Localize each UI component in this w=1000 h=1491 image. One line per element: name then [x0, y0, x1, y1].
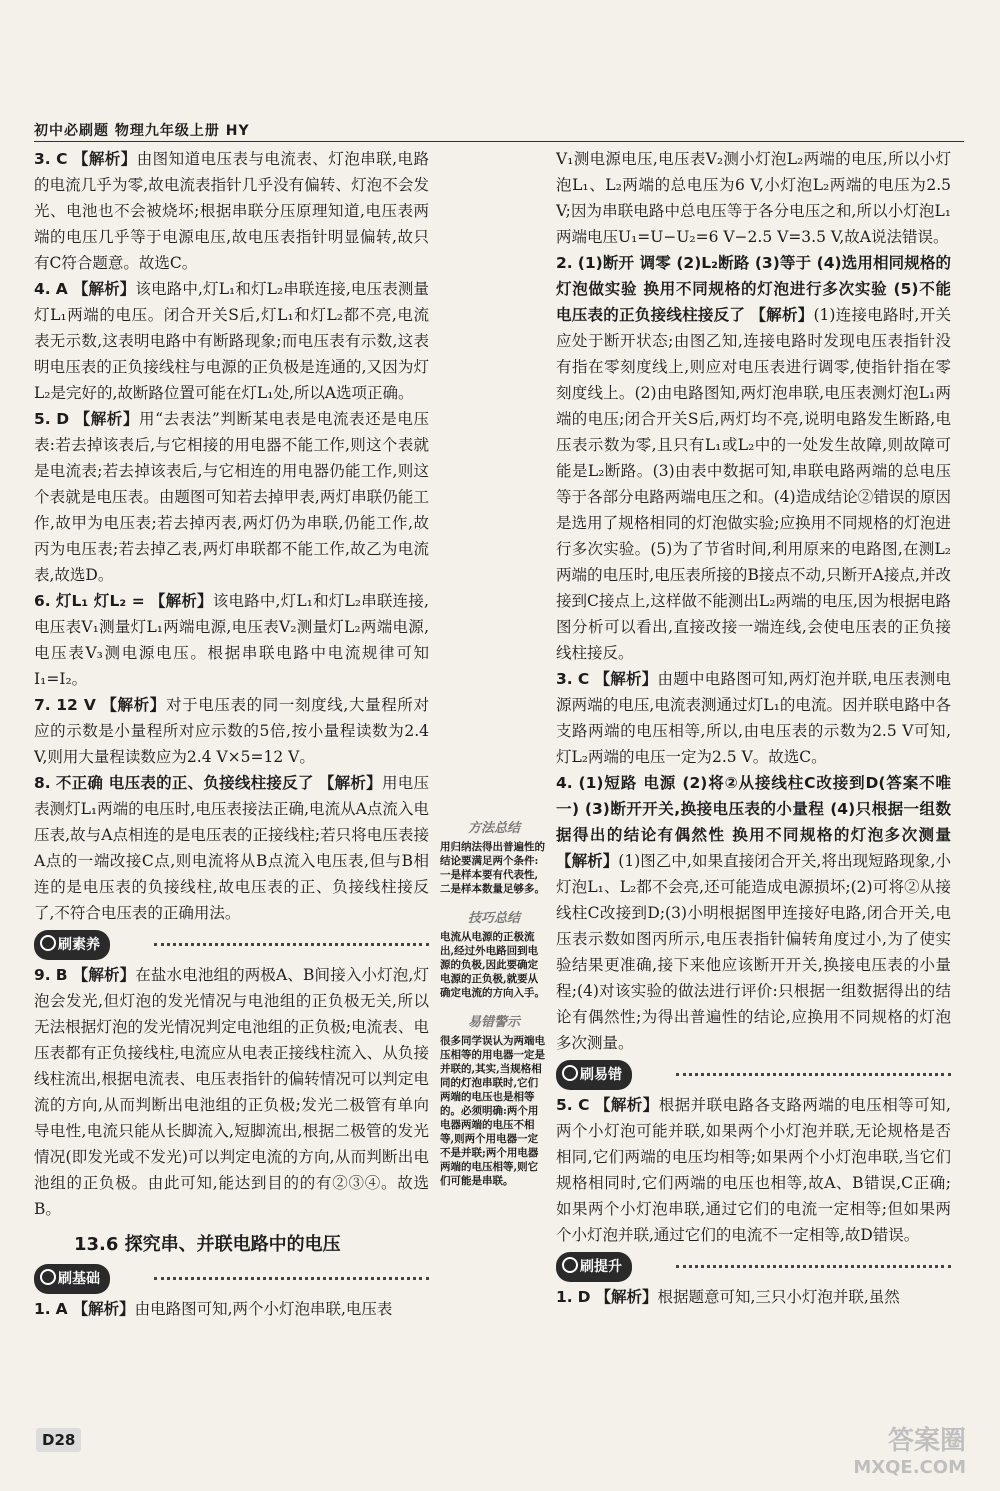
header-rule: [34, 141, 964, 142]
answer-key: (1)短路 电源 (2)将②从接线柱C改接到D(答案不唯一) (3)断开开关,换接电压表的小量程 (4)只根据一组数据得出的结论有偶然性 换用不同规格的灯泡多次测量: [556, 774, 951, 844]
answer-number: 8.: [34, 774, 51, 792]
analysis-tag: 【解析】: [556, 852, 619, 870]
answer-number: 6.: [34, 592, 51, 610]
right-column: [556, 146, 951, 1310]
answer-item: [556, 666, 951, 770]
answer-number: 2.: [556, 254, 573, 272]
analysis-tag: 【解析】: [72, 280, 136, 298]
answer-key: D: [577, 1288, 591, 1306]
sidebar-text: 用归纳法得出普遍性的结论要满足两个条件:一是样本要有代表性,二是样本数量足够多。: [440, 841, 545, 895]
answer-number: 3.: [34, 150, 51, 168]
sidebar-title: 技巧总结: [467, 911, 520, 926]
analysis-tag: 【解析】: [72, 150, 137, 168]
answer-key: B: [55, 966, 68, 984]
analysis-tag: 【解析】: [595, 1288, 658, 1306]
watermark: [786, 1420, 966, 1478]
answer-item: [34, 692, 429, 770]
section-badge: 刷易错: [556, 1060, 632, 1090]
analysis-tag: 【解析】: [74, 410, 139, 428]
answer-text: 由题中电路图可知,两灯泡并联,电压表测电源两端的电压,电流表测通过灯L₁的电流。因并联电路中各支路两端的电压相等,所以,由电压表的示数为2.5 V可知,灯L₂两端的电压一定为2.5 V。故选C。: [556, 670, 951, 766]
answer-key: A: [55, 1300, 68, 1318]
answer-text: 由图知道电压表与电流表、灯泡串联,电路的电流几乎为零,故电流表指针几乎没有偏转、灯泡不会发光、电池也不会被烧坏;根据串联分压原理知道,电压表两端的电压几乎等于电源电压,故电压表指针明显偏转,故只有C符合题意。故选C。: [34, 150, 429, 272]
answer-item: [34, 1296, 429, 1322]
answer-text: 根据题意可知,三只小灯泡并联,虽然: [657, 1288, 900, 1306]
answer-item: [556, 1092, 951, 1248]
answer-number: 5.: [556, 1096, 573, 1114]
answer-number: 9.: [34, 966, 51, 984]
answer-key: 灯L₁ 灯L₂ =: [55, 592, 145, 610]
watermark-line: 答案圈: [887, 1426, 966, 1456]
answer-key: C: [578, 1096, 590, 1114]
answer-item: [34, 146, 429, 276]
answer-number: 4.: [34, 280, 51, 298]
section-jichu: [34, 1264, 429, 1292]
section-title: 13.6 探究串、并联电路中的电压: [74, 1234, 341, 1255]
page-number: D28: [36, 1428, 81, 1452]
answer-item: [556, 1284, 951, 1310]
answer-item: [34, 588, 429, 692]
answer-text: 该电路中,灯L₁和灯L₂串联连接,电压表V₁测量灯L₁两端电源,电压表V₂测量灯L₂两端电源,电压表V₃测电源电压。根据串联电路中电流规律可知I₁=I₂。: [34, 592, 429, 688]
analysis-tag: 【解析】: [594, 1096, 659, 1114]
left-column: [34, 146, 429, 1322]
answer-text: 用“去表法”判断某电表是电流表还是电压表:若去掉该表后,与它相接的用电器不能工作,则这个表就是电流表;若去掉该表后,与它相连的用电器仍能工作,则这个表就是电压表。由题图可知若去掉甲表,两灯串联仍能工作,故甲为电压表;若去掉丙表,两灯仍为串联,仍能工作,故丙为电压表;若去掉乙表,两灯串联都不能工作,故乙为电流表,故选D。: [34, 410, 429, 584]
answer-number: 1.: [556, 1288, 573, 1306]
section-tisheng: [556, 1252, 951, 1280]
answer-item: [34, 276, 429, 406]
answer-key: A: [55, 280, 68, 298]
answer-item: [556, 770, 951, 1056]
answer-key: C: [56, 150, 68, 168]
section-badge: 刷素养: [34, 930, 110, 960]
answer-text: 在盐水电池组的两极A、B间接入小灯泡,灯泡会发光,但灯泡的发光情况与电池组的正负极无关,所以无法根据灯泡的发光情况判定电池组的正负极;电流表、电压表都有正负接线柱,电流应从电表正接线柱流入、从负接线柱流出,根据电流表、电压表指针的偏转情况可以判定电流的方向,从而判断出电池组的正负极;发光二极管有单向导电性,电流只能从长脚流入,短脚流出,根据二极管的发光情况(即发光或不发光)可以判定电流的方向,从而判断出电池组的正负极。由此可知,能达到目的的有②③④。故选B。: [34, 966, 429, 1218]
answer-key: C: [577, 670, 590, 688]
answer-number: 5.: [34, 410, 51, 428]
analysis-tag: 【解析】: [149, 592, 213, 610]
section-badge: 刷基础: [34, 1264, 110, 1294]
answer-item: [34, 406, 429, 588]
answer-text: (1)连接电路时,开关应处于断开状态;由图乙知,连接电路时发现电压表指针没有指在零刻度线上,则应对电压表进行调零,使指针指在零刻度线上。(2)由电路图知,两灯泡串联,电压表测灯泡L₁两端的电压;闭合开关S后,两灯均不亮,说明电路发生断路,电压表示数为零,且只有L₁或L₂中的一处发生故障,则故障可能是L₂断路。(3)由表中数据可知,串联电路两端的总电压等于各部分电路两端电压之和。(4)造成结论②错误的原因是选用了规格相同的灯泡做实验;应换用不同规格的灯泡进行多次实验。(5)为了节省时间,利用原来的电路图,在测L₂两端的电压时,电压表所接的B接点不动,只断开A接点,并改接到C接点上,这样做不能测出L₂两端的电压,因为根据电路图分析可以看出,直接改接一端连线,会使电压表的正负接线柱接反。: [556, 306, 951, 662]
sidebar-notes: [440, 822, 548, 1204]
sidebar-text: 很多同学误认为两端电压相等的用电器一定是并联的,其实,当规格相同的灯泡串联时,它们两端的电压也是相等的。必须明确:两个用电器两端的电压不相等,则两个用电器一定不是并联;两个用电器两端的电压相等,则它们可能是串联。: [440, 1035, 545, 1187]
answer-key: 不正确 电压表的正、负接线柱接反了: [55, 774, 314, 792]
analysis-tag: 【解析】: [72, 966, 136, 984]
answer-key: D: [56, 410, 70, 428]
sidebar-text: 电流从电源的正极流出,经过外电路回到电源的负极,因此要确定电源的正负极,就要从确定电流的方向入手。: [440, 931, 545, 999]
answer-text: (1)图乙中,如果直接闭合开关,将出现短路现象,小灯泡L₁、L₂都不会亮,还可能造成电源损坏;(2)可将②从接线柱C改接到D;(3)小明根据图甲连接好电路,闭合开关,电压表示数如图丙所示,电压表指针偏转角度过小,为了使实验结果更准确,接下来他应该断开开关,换接电压表的小量程;(4)对该实验的做法进行评价:只根据一组数据得出的结论有偶然性;为得出普遍性的结论,应换用不同规格的灯泡多次测量。: [556, 852, 951, 1052]
section-badge: 刷提升: [556, 1252, 632, 1282]
answer-item: [34, 770, 429, 926]
watermark-line: MXQE.COM: [853, 1457, 966, 1478]
answer-text: 根据并联电路各支路两端的电压相等可知,两个小灯泡可能并联,如果两个小灯泡并联,无论规格是否相同,它们两端的电压均相等;如果两个小灯泡串联,当它们规格相同时,它们两端的电压也相等,故A、B错误,C正确;如果两个小灯泡串联,通过它们的电流一定相等;但如果两个小灯泡并联,通过它们的电流不一定相等,故D错误。: [556, 1096, 951, 1244]
answer-number: 1.: [34, 1300, 51, 1318]
answer-number: 3.: [556, 670, 573, 688]
answer-number: 4.: [556, 774, 573, 792]
answer-text: 由电路图可知,两个小灯泡串联,电压表: [134, 1300, 393, 1318]
answer-text: 该电路中,灯L₁和灯L₂串联连接,电压表测量灯L₁两端的电压。闭合开关S后,灯L₁和灯L₂都不亮,电流表无示数,这表明电路中有断路现象;而电压表有示数,这表明电压表的正负接线柱与电源的正负极是连通的,又因为灯L₂是完好的,故断路位置可能在灯L₁处,所以A选项正确。: [34, 280, 429, 402]
answer-number: 7.: [34, 696, 51, 714]
answer-text: 对于电压表的同一刻度线,大量程所对应的示数是小量程所对应示数的5倍,按小量程读数为2.4 V,则用大量程读数应为2.4 V×5=12 V。: [34, 696, 429, 766]
answer-key: (1)断开 调零 (2)L₂断路 (3)等于 (4)选用相同规格的灯泡做实验 换用不同规格的灯泡进行多次实验 (5)不能 电压表的正负接线柱接反了: [556, 254, 951, 324]
analysis-tag: 【解析】: [72, 1300, 135, 1318]
page-header: 初中必刷题 物理九年级上册 HY: [34, 123, 250, 139]
section-suyang: [34, 930, 429, 958]
answer-text: 用电压表测灯L₁两端的电压时,电压表接法正确,电流从A点流入电压表,故与A点相连的是电压表的正接线柱;若只将电压表接A点的一端改接C点,则电流将从B点流入电压表,但与B相连的是电压表的负接线柱,故电压表的正、负接线柱接反了,不符合电压表的正确用法。: [34, 774, 429, 922]
analysis-tag: 【解析】: [318, 774, 382, 792]
answer-key: 12 V: [56, 696, 96, 714]
analysis-tag: 【解析】: [750, 306, 814, 324]
analysis-tag: 【解析】: [101, 696, 166, 714]
answer-item: [556, 250, 951, 666]
sidebar-title: 易错警示: [467, 1015, 520, 1030]
analysis-tag: 【解析】: [594, 670, 658, 688]
sidebar-title: 方法总结: [467, 821, 520, 836]
answer-text: V₁测电源电压,电压表V₂测小灯泡L₂两端的电压,所以小灯泡L₁、L₂两端的总电压为6 V,小灯泡L₂两端的电压为2.5 V;因为串联电路中总电压等于各分电压之和,所以小灯泡L₁两端电压U₁=U−U₂=6 V−2.5 V=3.5 V,故A说法错误。: [556, 150, 951, 246]
section-yicuo: [556, 1060, 951, 1088]
answer-item: [34, 962, 429, 1222]
answer-item: [556, 146, 951, 250]
